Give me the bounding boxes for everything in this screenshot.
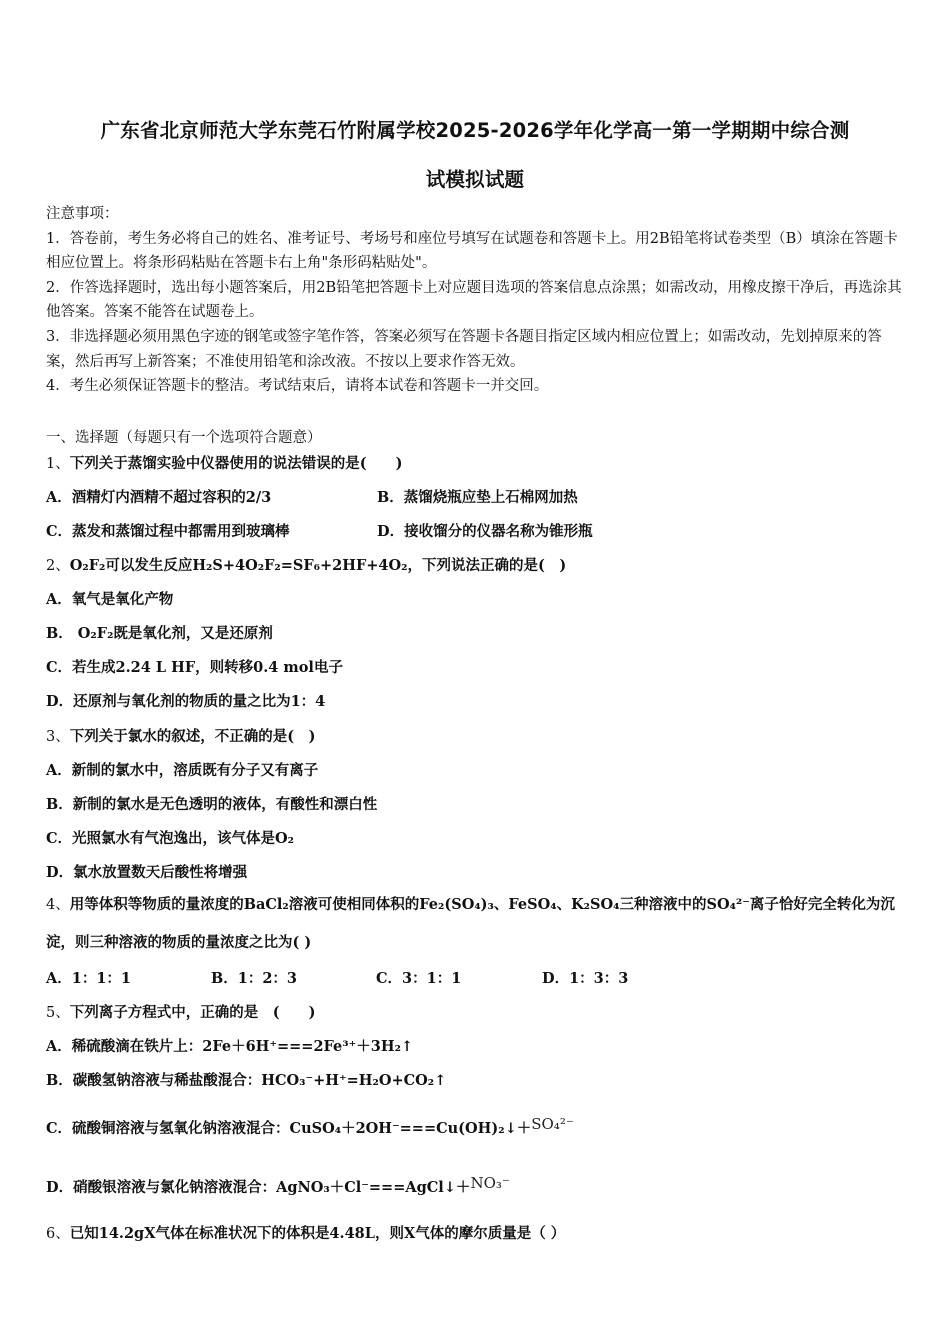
option-b: B．1：2：3: [211, 970, 298, 987]
option-d: D．接收馏分的仪器名称为锥形瓶: [377, 523, 593, 540]
exam-notes: [46, 202, 908, 399]
option-a: A．氧气是氧化产物: [46, 591, 174, 608]
note-item: 1．答卷前，考生务必将自己的姓名、准考证号、考场号和座位号填写在试题卷和答题卡上。用2B铅笔将试卷类型（B）填涂在答题卡相应位置上。将条形码粘贴在答题卡右上角"条形码粘贴处"。: [46, 230, 898, 272]
sulfate-ion-formula: SO₄²⁻: [531, 1115, 574, 1133]
option-c: C．若生成2.24 L HF，则转移0.4 mol电子: [46, 659, 343, 676]
question-number: 4、: [46, 897, 70, 913]
question-stem: O₂F₂可以发生反应H₂S+4O₂F₂=SF₆+2HF+4O₂，下列说法正确的是( ): [69, 557, 567, 574]
option-b: B． O₂F₂既是氧化剂，又是还原剂: [46, 625, 273, 642]
question-stem: 下列离子方程式中，正确的是 ( ): [69, 1004, 316, 1021]
note-item: 4．考生必须保证答题卡的整洁。考试结束后，请将本试卷和答题卡一并交回。: [46, 378, 549, 395]
option-b: B．碳酸氢钠溶液与稀盐酸混合：HCO₃⁻+H⁺=H₂O+CO₂↑: [46, 1072, 447, 1089]
question-stem: 用等体积等物质的量浓度的BaCl₂溶液可使相同体积的Fe₂(SO₄)₃、FeSO₄、K₂SO₄三种溶液中的SO₄²⁻离子恰好完全转化为沉淀，则三种溶液的物质的量浓度之比为( ): [46, 896, 895, 951]
question-number: 3、: [46, 729, 70, 745]
question-3: [46, 725, 908, 746]
question-number: 5、: [46, 1005, 70, 1021]
question-number: 6、: [46, 1226, 70, 1242]
page-title-continued: 试模拟试题: [425, 168, 525, 191]
option-a: A．1：1：1: [46, 970, 132, 987]
question-6: [46, 1222, 908, 1243]
notes-heading: 注意事项：: [46, 206, 119, 222]
note-item: 2．作答选择题时，选出每小题答案后，用2B铅笔把答题卡上对应题目选项的答案信息点涂黑；如需改动，用橡皮擦干净后，再选涂其他答案。答案不能答在试题卷上。: [46, 279, 902, 321]
question-stem: 已知14.2gX气体在标准状况下的体积是4.48L，则X气体的摩尔质量是（ ）: [69, 1225, 566, 1242]
option-d: D．1：3：3: [542, 970, 629, 987]
option-b: B．蒸馏烧瓶应垫上石棉网加热: [377, 489, 578, 506]
question-number: 1、: [46, 456, 70, 472]
nitrate-ion-formula: NO₃⁻: [470, 1174, 510, 1192]
question-4: [46, 886, 908, 961]
option-c: C．光照氯水有气泡逸出，该气体是O₂: [46, 830, 295, 847]
question-stem: 下列关于氯水的叙述，不正确的是( ): [69, 728, 316, 745]
option-a: A．新制的氯水中，溶质既有分子又有离子: [46, 762, 319, 779]
option-c: [46, 1115, 908, 1138]
option-d-text: D．硝酸银溶液与氯化钠溶液混合：AgNO₃＋Cl⁻===AgCl↓＋: [46, 1179, 471, 1196]
option-c: C．3：1：1: [376, 970, 462, 987]
question-5: [46, 1001, 908, 1022]
option-d: [46, 1174, 908, 1197]
q4-options-row: [46, 967, 908, 988]
question-1: [46, 452, 908, 473]
note-item: 3．非选择题必须用黑色字迹的钢笔或签字笔作答，答案必须写在答题卡各题目指定区域内相应位置上；如需改动，先划掉原来的答案，然后再写上新答案；不准使用铅笔和涂改液。不按以上要求作答无效。: [46, 328, 882, 370]
option-c: C．蒸发和蒸馏过程中都需用到玻璃棒: [46, 523, 290, 540]
option-a: A．稀硫酸滴在铁片上：2Fe＋6H⁺===2Fe³⁺＋3H₂↑: [46, 1038, 414, 1055]
q1-options-row-2: [46, 520, 908, 541]
option-b: B．新制的氯水是无色透明的液体，有酸性和漂白性: [46, 796, 378, 813]
q1-options-row-1: [46, 486, 908, 507]
question-2: [46, 554, 908, 575]
page-title: 广东省北京师范大学东莞石竹附属学校2025-2026学年化学高一第一学期期中综合测: [100, 119, 850, 142]
option-c-text: C．硫酸铜溶液与氢氧化钠溶液混合：CuSO₄＋2OH⁻===Cu(OH)₂↓＋: [46, 1120, 532, 1137]
option-d: D．还原剂与氧化剂的物质的量之比为1：4: [46, 693, 326, 710]
option-d: D．氯水放置数天后酸性将增强: [46, 864, 248, 881]
question-stem: 下列关于蒸馏实验中仪器使用的说法错误的是( ): [69, 455, 403, 472]
option-a: A．酒精灯内酒精不超过容积的2/3: [46, 489, 272, 506]
section-heading: 一、选择题（每题只有一个选项符合题意）: [46, 430, 322, 446]
question-number: 2、: [46, 558, 70, 574]
